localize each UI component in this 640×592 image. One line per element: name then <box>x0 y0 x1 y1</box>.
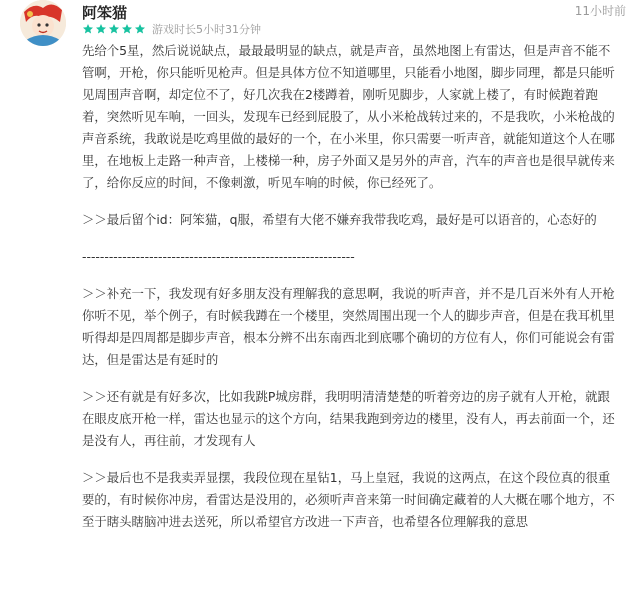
playtime-text: 游戏时长5小时31分钟 <box>152 23 261 36</box>
review-paragraph: ＞＞还有就是有好多次，比如我跳P城房群，我明明清清楚楚的听着旁边的房子就有人开枪，就跟在眼皮底开枪一样，雷达也显示的这个方向，结果我跑到旁边的楼里，没有人，再去前面一个，还是没有人，再往前，才发现有人 <box>82 389 615 448</box>
avatar-image <box>20 0 66 46</box>
star-icon <box>108 23 120 35</box>
avatar[interactable] <box>20 0 66 46</box>
review-body <box>82 40 622 533</box>
review-paragraph: 先给个5星，然后说说缺点，最最最明显的缺点，就是声音，虽然地图上有雷达，但是声音不能不管啊，开枪，你只能听见枪声。但是具体方位不知道哪里，只能看小地图，脚步同理，都是只能听见周围声音啊，却定位不了，好几次我在2楼蹲着，刚听见脚步，人家就上楼了，有时候跑着跑着，突然听见车响，一回头，发现车已经到屁股了，从小米枪战转过来的，不是我吹，小米枪战的声音系统，我敢说是吃鸡里做的最好的一个，在小米里，你只需要一听声音，就能知道这个人在哪里，在地板上走路一种声音，上楼梯一种，房子外面又是另外的声音，汽车的声音也是很早就传来了，给你反应的时间，不像刺激，听见车响的时候，你已经死了。 <box>82 43 615 190</box>
username[interactable]: 阿笨猫 <box>82 4 128 22</box>
review-paragraph: ＞＞最后也不是我卖弄显摆，我段位现在星钻1，马上皇冠，我说的这两点，在这个段位真的很重要的，有时候你冲房，看雷达是没用的，必须听声音来第一时间确定藏着的人大概在哪个地方，不至于瞎头瞎脑冲进去送死，所以希望官方改进一下声音，也希望各位理解我的意思 <box>82 470 615 529</box>
review-paragraph: ＞＞最后留个id：阿笨猫，q服，希望有大佬不嫌弃我带我吃鸡，最好是可以语音的，心态好的 <box>82 212 597 227</box>
star-icon <box>134 23 146 35</box>
review-meta <box>82 22 261 36</box>
divider-line: ------------------------------------------------------------- <box>82 249 355 264</box>
review-paragraph: ＞＞补充一下，我发现有好多朋友没有理解我的意思啊，我说的听声音，并不是几百米外有人开枪你听不见，举个例子，有时候我蹲在一个楼里，突然周围出现一个人的脚步声音，但是在我耳机里听得却是四周都是脚步声音，根本分辨不出东南西北到底哪个确切的方位有人，你们可能说会有雷达，但是雷达是有延时的 <box>82 286 615 367</box>
star-icon <box>82 23 94 35</box>
star-rating <box>82 23 146 35</box>
star-icon <box>95 23 107 35</box>
timestamp: 11小时前 <box>574 4 626 18</box>
star-icon <box>121 23 133 35</box>
